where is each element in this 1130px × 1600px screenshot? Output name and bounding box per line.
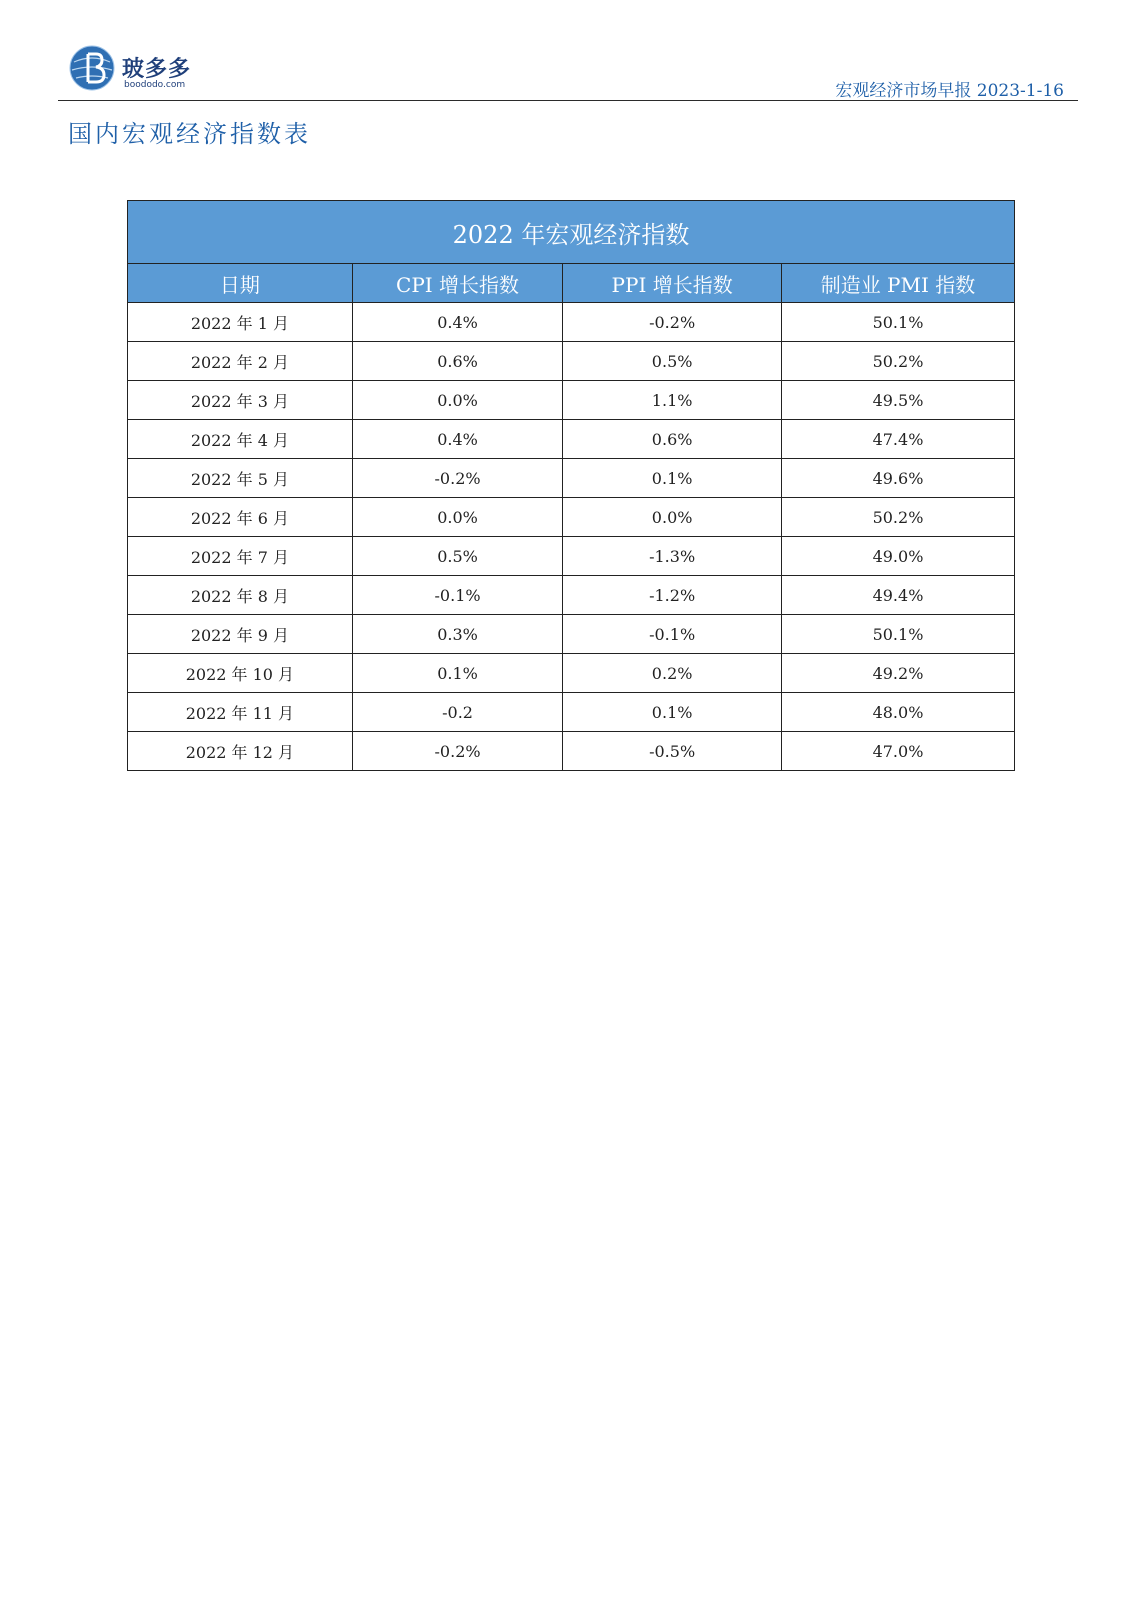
table-row [128,576,1015,615]
pmi-cell: 50.1% [781,615,1014,654]
ppi-cell: 0.6% [563,420,782,459]
cpi-cell: 0.4% [352,303,563,342]
pmi-cell: 49.4% [781,576,1014,615]
table-row [128,381,1015,420]
pmi-cell: 49.5% [781,381,1014,420]
table-row [128,342,1015,381]
date-cell: 2022 年 6 月 [128,498,353,537]
table-row [128,654,1015,693]
ppi-cell: -0.2% [563,303,782,342]
cpi-cell: 0.4% [352,420,563,459]
cpi-cell: 0.1% [352,654,563,693]
logo-wordmark: 玻多多 [122,56,192,82]
ppi-cell: 1.1% [563,381,782,420]
table-row [128,303,1015,342]
table-row [128,459,1015,498]
pmi-cell: 50.1% [781,303,1014,342]
date-cell: 2022 年 12 月 [128,732,353,771]
macro-index-table [127,200,1015,771]
cpi-cell: 0.3% [352,615,563,654]
date-cell: 2022 年 4 月 [128,420,353,459]
date-cell: 2022 年 11 月 [128,693,353,732]
table-header-row [128,264,1015,303]
page-header [58,40,1078,101]
pmi-cell: 49.6% [781,459,1014,498]
column-header-pmi: 制造业 PMI 指数 [781,264,1014,303]
column-header-cpi: CPI 增长指数 [352,264,563,303]
logo-domain: boododo.com [124,80,186,90]
date-cell: 2022 年 8 月 [128,576,353,615]
ppi-cell: 0.5% [563,342,782,381]
date-cell: 2022 年 2 月 [128,342,353,381]
date-cell: 2022 年 3 月 [128,381,353,420]
table-row [128,615,1015,654]
pmi-cell: 47.0% [781,732,1014,771]
ppi-cell: 0.0% [563,498,782,537]
pmi-cell: 49.0% [781,537,1014,576]
column-header-ppi: PPI 增长指数 [563,264,782,303]
cpi-cell: -0.2 [352,693,563,732]
date-cell: 2022 年 1 月 [128,303,353,342]
ppi-cell: -1.3% [563,537,782,576]
cpi-cell: 0.0% [352,381,563,420]
date-cell: 2022 年 9 月 [128,615,353,654]
cpi-cell: -0.1% [352,576,563,615]
globe-logo-icon [68,44,116,92]
table-row [128,693,1015,732]
cpi-cell: 0.5% [352,537,563,576]
pmi-cell: 47.4% [781,420,1014,459]
ppi-cell: -1.2% [563,576,782,615]
table-caption: 2022 年宏观经济指数 [128,201,1015,264]
report-title: 宏观经济市场早报 2023-1-16 [835,81,1064,101]
table-row [128,732,1015,771]
ppi-cell: 0.2% [563,654,782,693]
pmi-cell: 50.2% [781,498,1014,537]
date-cell: 2022 年 10 月 [128,654,353,693]
date-cell: 2022 年 5 月 [128,459,353,498]
pmi-cell: 48.0% [781,693,1014,732]
ppi-cell: 0.1% [563,459,782,498]
ppi-cell: -0.5% [563,732,782,771]
pmi-cell: 50.2% [781,342,1014,381]
brand-logo [68,44,218,96]
date-cell: 2022 年 7 月 [128,537,353,576]
cpi-cell: -0.2% [352,459,563,498]
table-body [128,303,1015,771]
cpi-cell: -0.2% [352,732,563,771]
ppi-cell: 0.1% [563,693,782,732]
table-row [128,420,1015,459]
section-title: 国内宏观经济指数表 [68,120,311,148]
cpi-cell: 0.6% [352,342,563,381]
ppi-cell: -0.1% [563,615,782,654]
column-header-date: 日期 [128,264,353,303]
pmi-cell: 49.2% [781,654,1014,693]
table-row [128,537,1015,576]
table-row [128,498,1015,537]
cpi-cell: 0.0% [352,498,563,537]
